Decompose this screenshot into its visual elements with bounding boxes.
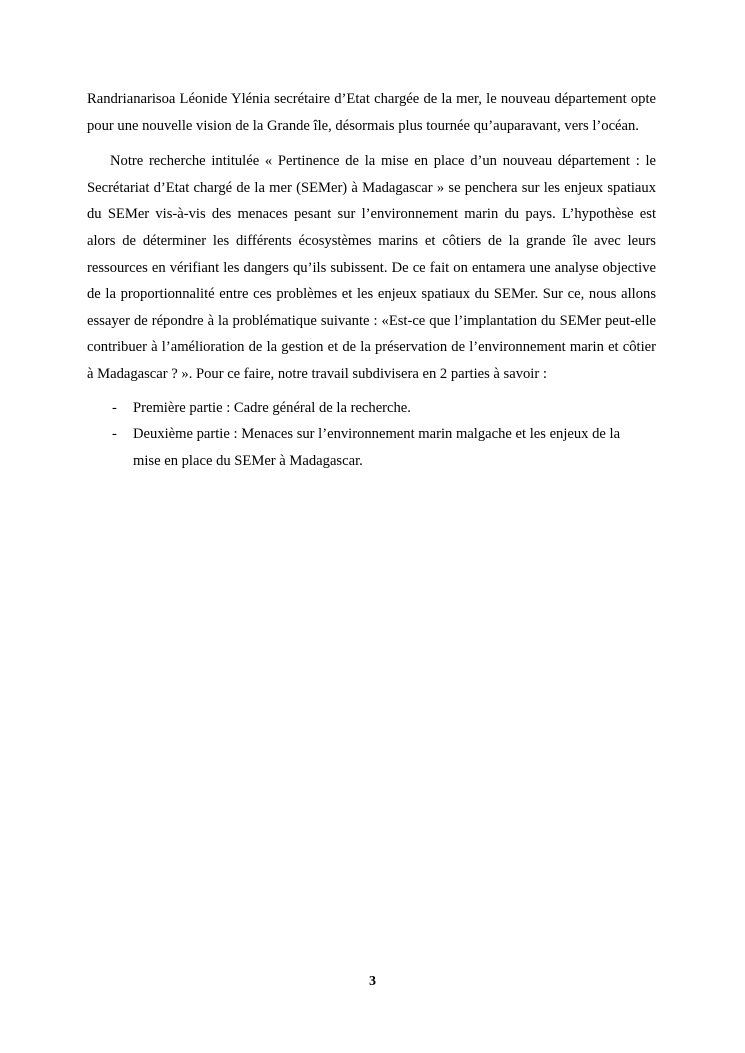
list-item [87, 421, 656, 474]
parts-list [87, 395, 656, 475]
list-item [87, 395, 656, 422]
bullet-dash: - [112, 426, 117, 443]
paragraph-intro: Randrianarisoa Léonide Ylénia secrétaire d’Etat chargée de la mer, le nouveau département opte pour une nouvelle vision de la Grande île, désormais plus tournée qu’auparavant, vers l’océan. [87, 91, 656, 134]
document-body [87, 86, 656, 474]
paragraph-research: Notre recherche intitulée « Pertinence de la mise en place d’un nouveau département : le Secrétariat d’Etat chargé de la mer (SEMer) à Madagascar » se penchera sur les enjeux spatiaux du SEMer vis-à-vis des menaces pesant sur l’environnement marin du pays. L’hypothèse est alors de déterminer les différents écosystèmes marins et côtiers de la grande île avec leurs ressources en vérifiant les dangers qu’ils subissent. De ce fait on entamera une analyse objective de la proportionnalité entre ces problèmes et les enjeux spatiaux du SEMer. Sur ce, nous allons essayer de répondre à la problématique suivante : «Est-ce que l’implantation du SEMer peut-elle contribuer à l’amélioration de la gestion et de la préservation de l’environnement marin et côtier à Madagascar ? ». Pour ce faire, notre travail subdivisera en 2 parties à savoir : [87, 153, 656, 382]
list-item-text: Deuxième partie : Menaces sur l’environnement marin malgache et les enjeux de la mise en place du SEMer à Madagascar. [133, 426, 621, 469]
page-number: 3 [369, 974, 376, 989]
list-item-text: Première partie : Cadre général de la recherche. [133, 399, 411, 416]
bullet-dash: - [112, 399, 117, 416]
